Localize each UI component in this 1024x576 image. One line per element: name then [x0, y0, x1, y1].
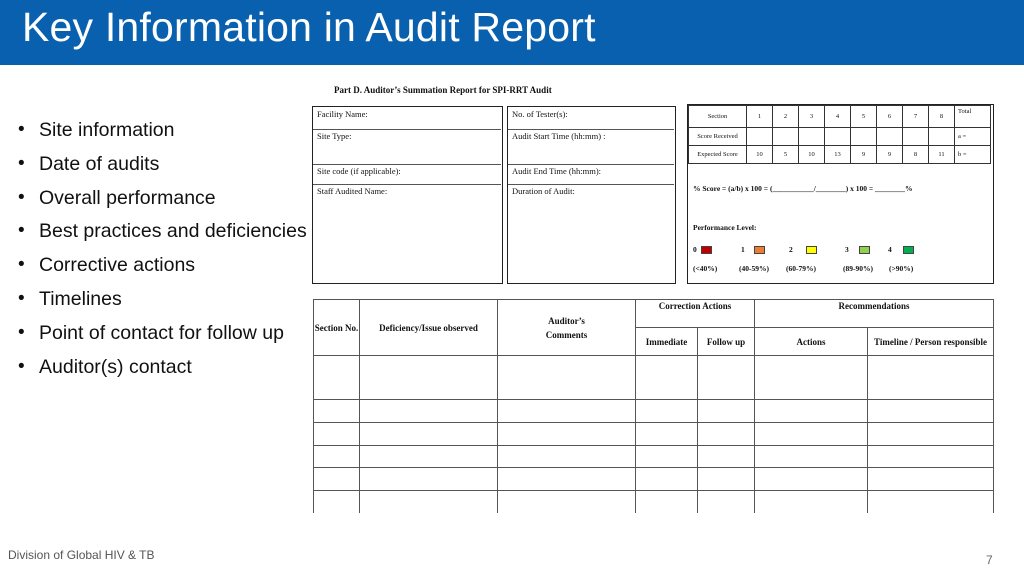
correction-actions-header: Correction Actions: [636, 300, 755, 328]
level-number: 3: [845, 245, 849, 254]
facility-name-label: Facility Name:: [317, 109, 368, 119]
staff-audited-label: Staff Audited Name:: [317, 186, 388, 196]
deficiency-header: Deficiency/Issue observed: [360, 300, 498, 356]
follow-up-header: Follow up: [698, 328, 755, 356]
expected-value: 11: [929, 146, 955, 164]
footer-division: Division of Global HIV & TB: [8, 548, 155, 562]
level-1-swatch: [754, 246, 765, 254]
table-row: [314, 446, 994, 468]
bullet-item: • Corrective actions: [18, 252, 307, 286]
level-range: (89-90%): [843, 264, 873, 273]
bullet-item: • Date of audits: [18, 151, 307, 185]
level-0-swatch: [701, 246, 712, 254]
level-number: 1: [741, 245, 745, 254]
bullet-item: • Overall performance: [18, 185, 307, 219]
level-number: 0: [693, 245, 697, 254]
bullet-item: • Point of contact for follow up: [18, 320, 307, 354]
expected-value: 13: [825, 146, 851, 164]
title-bar: [0, 0, 1024, 65]
section-no-header: Section No.: [314, 300, 360, 356]
auditors-header: Auditor’s: [498, 300, 636, 328]
bullet-item: • Best practices and deficiencies: [18, 218, 307, 252]
section-number: 1: [747, 106, 773, 128]
score-table: [688, 105, 991, 164]
table-row: [314, 491, 994, 513]
total-header: Total: [955, 106, 991, 128]
actions-header: Actions: [755, 328, 868, 356]
table-row: [314, 356, 994, 400]
audit-end-label: Audit End Time (hh:mm):: [512, 166, 602, 176]
a-label: a =: [955, 128, 991, 146]
expected-score-label: Expected Score: [689, 146, 747, 164]
comments-header: Comments: [498, 328, 636, 356]
site-type-label: Site Type:: [317, 131, 352, 141]
score-received-label: Score Received: [689, 128, 747, 146]
section-number: 2: [773, 106, 799, 128]
duration-label: Duration of Audit:: [512, 186, 575, 196]
level-4-swatch: [903, 246, 914, 254]
slide-title: Key Information in Audit Report: [22, 4, 596, 50]
level-number: 4: [888, 245, 892, 254]
expected-value: 8: [903, 146, 929, 164]
table-row: [314, 423, 994, 446]
expected-value: 9: [851, 146, 877, 164]
b-label: b =: [955, 146, 991, 164]
recommendations-table: [313, 299, 994, 513]
bullet-item: • Auditor(s) contact: [18, 354, 307, 388]
level-range: (60-79%): [786, 264, 816, 273]
bullet-list: [18, 117, 307, 387]
recommendations-header: Recommendations: [755, 300, 994, 328]
performance-level-label: Performance Level:: [693, 223, 757, 232]
score-formula: % Score = (a/b) x 100 = (___________/________) x 100 = ________%: [693, 184, 913, 193]
audit-time-box: [507, 106, 676, 284]
section-header: Section: [689, 106, 747, 128]
audit-start-label: Audit Start Time (hh:mm) :: [512, 131, 606, 141]
section-number: 8: [929, 106, 955, 128]
section-number: 3: [799, 106, 825, 128]
form-title: Part D. Auditor’s Summation Report for SPI-RRT Audit: [334, 85, 552, 95]
section-number: 6: [877, 106, 903, 128]
expected-value: 9: [877, 146, 903, 164]
facility-info-box: [312, 106, 503, 284]
level-range: (<40%): [693, 264, 718, 273]
timeline-person-header: Timeline / Person responsible: [868, 328, 994, 356]
bullet-item: • Site information: [18, 117, 307, 151]
expected-value: 10: [747, 146, 773, 164]
page-number: 7: [986, 553, 993, 567]
expected-value: 10: [799, 146, 825, 164]
expected-value: 5: [773, 146, 799, 164]
bullet-item: • Timelines: [18, 286, 307, 320]
section-number: 4: [825, 106, 851, 128]
level-3-swatch: [859, 246, 870, 254]
section-number: 7: [903, 106, 929, 128]
level-range: (>90%): [889, 264, 914, 273]
level-number: 2: [789, 245, 793, 254]
level-2-swatch: [806, 246, 817, 254]
section-number: 5: [851, 106, 877, 128]
no-testers-label: No. of Tester(s):: [512, 109, 568, 119]
site-code-label: Site code (if applicable):: [317, 166, 401, 176]
immediate-header: Immediate: [636, 328, 698, 356]
table-row: [314, 468, 994, 491]
table-row: [314, 400, 994, 423]
level-range: (40-59%): [739, 264, 769, 273]
